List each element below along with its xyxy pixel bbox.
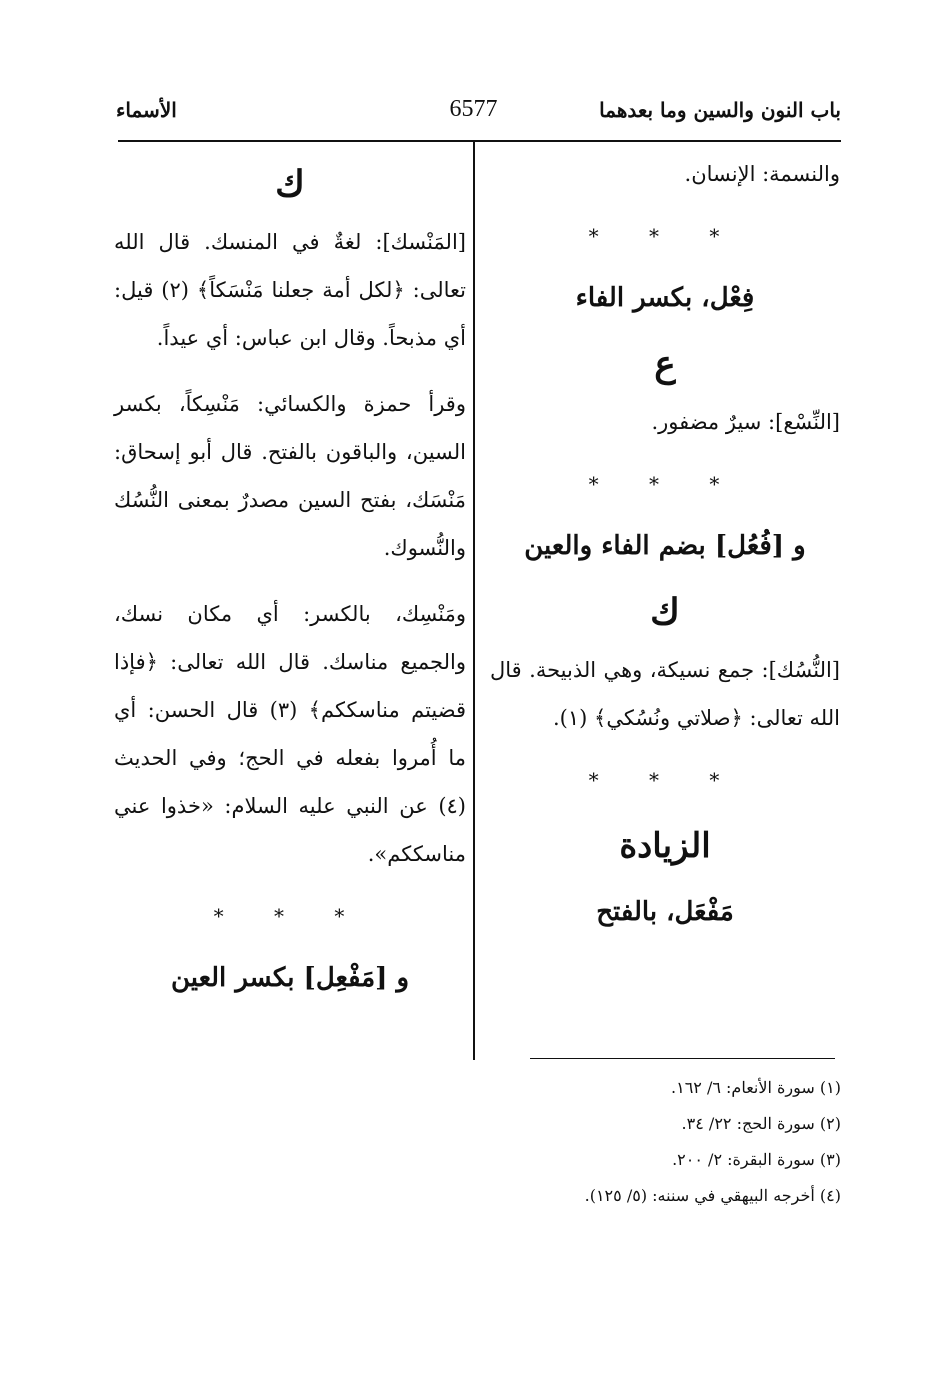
left-column — [114, 150, 466, 1016]
footnote: (٤) أخرجه البيهقي في سننه: (٥/ ١٢٥). — [584, 1186, 841, 1205]
footnote: (٢) سورة الحج: ٢٢/ ٣٤. — [681, 1114, 841, 1133]
section-heading: و [فُعُل] بضم الفاء والعين — [524, 531, 806, 561]
section-separator: * * * — [588, 768, 742, 792]
footnote: (٣) سورة البقرة: ٢/ ٢٠٠. — [672, 1150, 841, 1169]
entry-text: وقرأ حمزة والكسائي: مَنْسِكاً، بكسر السين، والباقون بالفتح. قال أبو إسحاق: مَنْسَك، بفتح السين مصدرٌ بمعنى النُّسُك والنُّسوك. — [114, 392, 466, 560]
section-separator: * * * — [588, 224, 742, 248]
chapter-heading: الزيادة — [619, 826, 711, 866]
footnotes — [421, 1070, 841, 1214]
right-column — [490, 150, 840, 950]
entry-text: [النِّسْع]: سيرٌ مضفور. — [651, 410, 840, 434]
column-divider — [473, 142, 475, 1060]
running-header-left: الأسماء — [116, 98, 177, 122]
entry-text: [النُّسُك]: جمع نسيكة، وهي الذبيحة. قال الله تعالى: ﴿صلاتي ونُسُكي﴾ (١). — [490, 658, 840, 730]
section-heading: و [مَفْعِل] بكسر العين — [170, 963, 410, 993]
letter-heading: ع — [654, 343, 676, 385]
entry-text: [المَنْسك]: لغةٌ في المنسك. قال الله تعالى: ﴿لكل أمة جعلنا مَنْسَكاً﴾ (٢) قيل: أي مذبحاً. وقال ابن عباس: أي عيداً. — [114, 230, 466, 350]
section-separator: * * * — [213, 904, 367, 928]
header-rule — [118, 140, 841, 142]
section-separator: * * * — [588, 472, 742, 496]
letter-heading: ك — [275, 163, 305, 205]
running-header-right: باب النون والسين وما بعدهما — [599, 98, 841, 122]
letter-heading: ك — [650, 591, 680, 633]
entry-line: والنسمة: الإنسان. — [684, 162, 840, 186]
section-heading: مَفْعَل، بالفتح — [596, 897, 734, 927]
footnote-rule — [530, 1058, 835, 1059]
footnote: (١) سورة الأنعام: ٦/ ١٦٢. — [671, 1078, 841, 1097]
page-number: 6577 — [449, 96, 498, 122]
entry-text: ومَنْسِك، بالكسر: أي مكان نسك، والجميع مناسك. قال الله تعالى: ﴿فإذا قضيتم مناسككم﴾ (٣) قال الحسن: أي ما أُمروا بفعله في الحج؛ وفي الحديث (٤) عن النبي عليه السلام: «خذوا عني مناسككم». — [114, 602, 466, 866]
section-heading: فِعْل، بكسر الفاء — [575, 283, 755, 313]
